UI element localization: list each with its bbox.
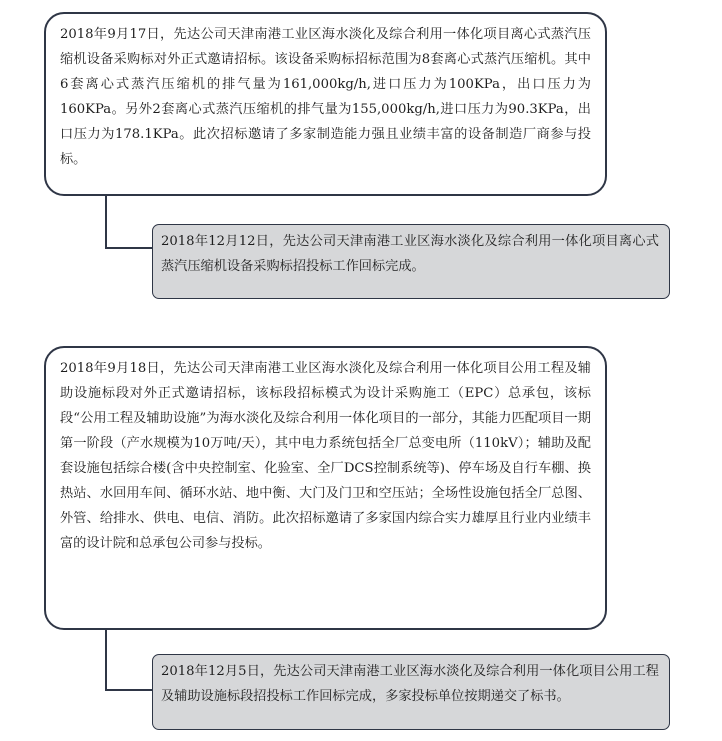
result-text-2: 2018年12月5日，先达公司天津南港工业区海水淡化及综合利用一体化项目公用工程及辅助设施标段招投标工作回标完成，多家投标单位按期递交了标书。 xyxy=(161,664,659,704)
event-text-2: 2018年9月18日，先达公司天津南港工业区海水淡化及综合利用一体化项目公用工程及辅助设施标段对外正式邀请招标，该标段招标模式为设计采购施工（EPC）总承包，该标段“公用工程及辅助设施”为海水淡化及综合利用一体化项目的一部分，其能力匹配项目一期第一阶段（产水规模为10万吨/天），其中电力系统包括全厂总变电所（110kV）；辅助及配套设施包括综合楼(含中央控制室、化验室、全厂DCS控制系统等)、停车场及自行车棚、换热站、水回用车间、循环水站、地中衡、大门及门卫和空压站；全场性设施包括全厂总图、外管、给排水、供电、电信、消防。此次招标邀请了多家国内综合实力雄厚且行业内业绩丰富的设计院和总承包公司参与投标。 xyxy=(60,361,591,551)
result-box-2 xyxy=(152,654,670,730)
connector-horizontal-1 xyxy=(105,247,152,249)
result-text-1: 2018年12月12日，先达公司天津南港工业区海水淡化及综合利用一体化项目离心式蒸汽压缩机设备采购标招投标工作回标完成。 xyxy=(161,234,659,274)
result-box-1 xyxy=(152,224,670,299)
event-text-1: 2018年9月17日，先达公司天津南港工业区海水淡化及综合利用一体化项目离心式蒸汽压缩机设备采购标对外正式邀请招标。该设备采购标招标范围为8套离心式蒸汽压缩机。其中6套离心式蒸汽压缩机的排气量为161,000kg/h,进口压力为100KPa，出口压力为160KPa。另外2套离心式蒸汽压缩机的排气量为155,000kg/h,进口压力为90.3KPa，出口压力为178.1KPa。此次招标邀请了多家制造能力强且业绩丰富的设备制造厂商参与投标。 xyxy=(60,27,591,167)
event-box-2 xyxy=(44,346,607,630)
connector-vertical-1 xyxy=(105,196,107,248)
connector-horizontal-2 xyxy=(105,689,152,691)
connector-vertical-2 xyxy=(105,630,107,691)
event-box-1 xyxy=(44,12,607,196)
